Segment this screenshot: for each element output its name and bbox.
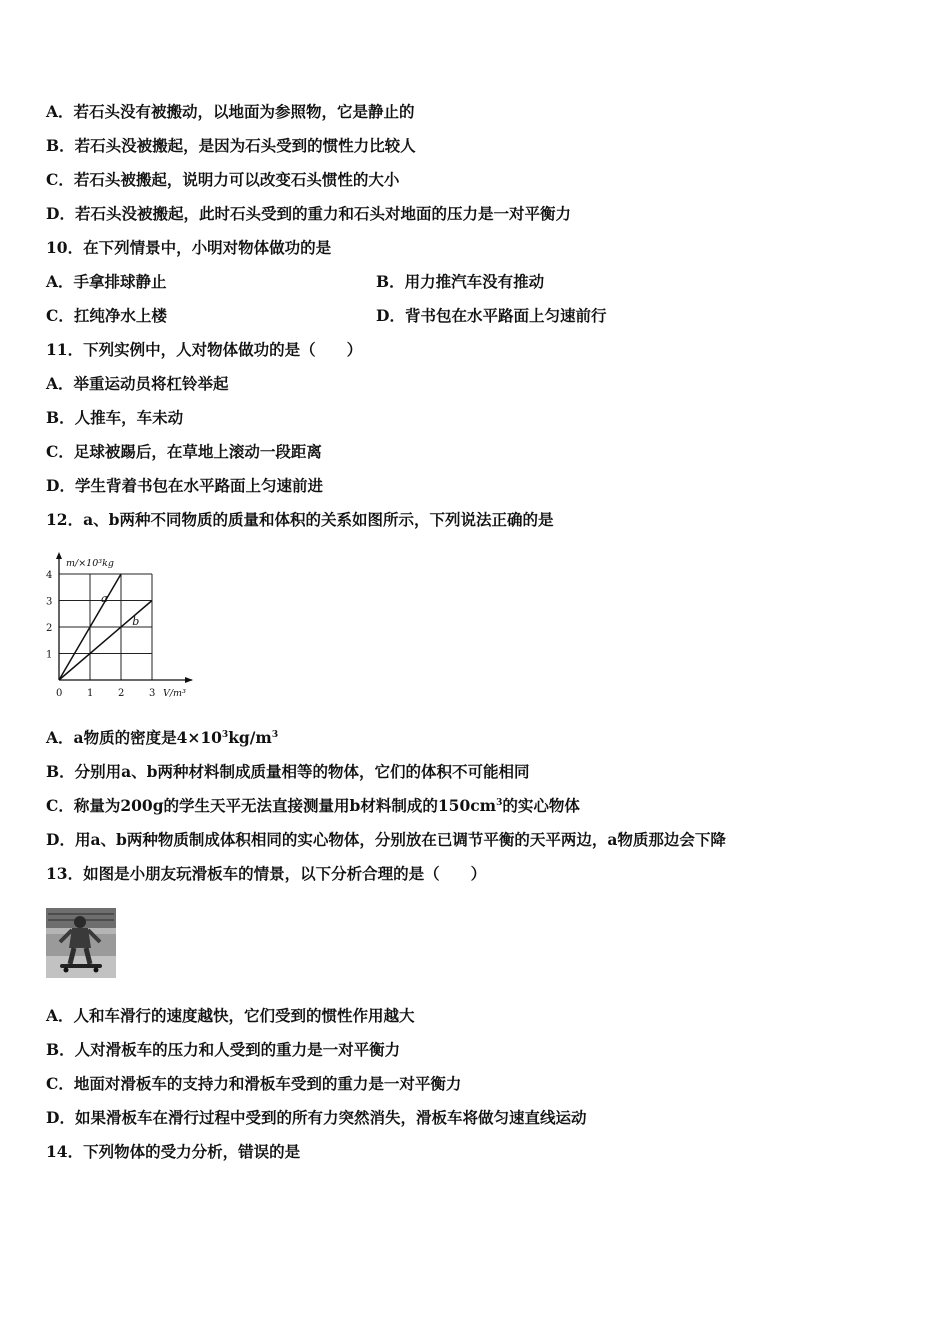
q13-stem: 13．如图是小朋友玩滑板车的情景，以下分析合理的是（ ） bbox=[46, 864, 487, 883]
mass-volume-graph bbox=[44, 548, 204, 706]
q10-stem: 10．在下列情景中，小明对物体做功的是 bbox=[46, 238, 332, 257]
y-tick-label: 3 bbox=[46, 596, 53, 608]
x-axis-label: V/m³ bbox=[163, 688, 186, 699]
q14-stem: 14．下列物体的受力分析，错误的是 bbox=[46, 1142, 301, 1161]
x-tick-label: 0 bbox=[56, 688, 63, 699]
q12-option-c-pre: C．称量为200g的学生天平无法直接测量用b材料制成的150cm bbox=[46, 796, 497, 815]
x-tick-label: 2 bbox=[118, 688, 125, 699]
q9-option-a: A．若石头没有被搬动，以地面为参照物，它是静止的 bbox=[46, 102, 415, 121]
series-b-label: b bbox=[132, 615, 140, 628]
q12-option-a-unit-exp: 3 bbox=[271, 729, 279, 740]
q13-option-c: C．地面对滑板车的支持力和滑板车受到的重力是一对平衡力 bbox=[46, 1074, 462, 1093]
y-tick-label: 2 bbox=[46, 623, 53, 634]
y-axis-label: m/×10³kg bbox=[66, 558, 114, 569]
q9-option-b: B．若石头没被搬起，是因为石头受到的惯性力比较人 bbox=[46, 136, 416, 155]
q11-option-a: A．举重运动员将杠铃举起 bbox=[46, 374, 229, 393]
q12-option-c bbox=[46, 796, 580, 816]
q13-option-a: A．人和车滑行的速度越快，它们受到的惯性作用越大 bbox=[46, 1006, 415, 1025]
q12-option-a bbox=[46, 728, 278, 748]
q9-option-d: D．若石头没被搬起，此时石头受到的重力和石头对地面的压力是一对平衡力 bbox=[46, 204, 571, 223]
skateboard-child-photo bbox=[46, 908, 116, 978]
series-a-label: a bbox=[101, 591, 108, 605]
q12-option-a-exp: 3 bbox=[221, 729, 229, 740]
q9-option-c: C．若石头被搬起，说明力可以改变石头惯性的大小 bbox=[46, 170, 400, 189]
q10-option-c: C．扛纯净水上楼 bbox=[46, 306, 167, 325]
y-tick-label: 1 bbox=[46, 649, 53, 661]
q11-stem: 11．下列实例中，人对物体做功的是（ ） bbox=[46, 340, 363, 359]
x-tick-label: 3 bbox=[149, 688, 156, 699]
series-b-line bbox=[59, 601, 152, 681]
q10-option-a: A．手拿排球静止 bbox=[46, 272, 167, 291]
q12-option-d: D．用a、b两种物质制成体积相同的实心物体，分别放在已调节平衡的天平两边，a物质那边会下降 bbox=[46, 830, 726, 849]
q12-option-c-exp: 3 bbox=[496, 797, 503, 808]
q12-stem: 12．a、b两种不同物质的质量和体积的关系如图所示，下列说法正确的是 bbox=[46, 510, 554, 529]
x-axis-arrow bbox=[185, 677, 193, 683]
x-tick-label: 1 bbox=[87, 688, 94, 699]
q12-option-c-post: 的实心物体 bbox=[502, 796, 580, 815]
q10-option-d: D．背书包在水平路面上匀速前行 bbox=[376, 306, 607, 325]
q12-option-a-post: kg/m bbox=[228, 728, 272, 747]
y-tick-label: 4 bbox=[46, 570, 53, 581]
q10-option-b: B．用力推汽车没有推动 bbox=[376, 272, 545, 291]
q11-option-d: D．学生背着书包在水平路面上匀速前进 bbox=[46, 476, 323, 495]
q12-option-b: B．分别用a、b两种材料制成质量相等的物体，它们的体积不可能相同 bbox=[46, 762, 530, 781]
q11-option-b: B．人推车，车未动 bbox=[46, 408, 184, 427]
q13-option-b: B．人对滑板车的压力和人受到的重力是一对平衡力 bbox=[46, 1040, 401, 1059]
q13-option-d: D．如果滑板车在滑行过程中受到的所有力突然消失，滑板车将做匀速直线运动 bbox=[46, 1108, 587, 1127]
y-axis-arrow bbox=[56, 552, 62, 559]
q11-option-c: C．足球被踢后，在草地上滚动一段距离 bbox=[46, 442, 322, 461]
q12-option-a-pre: A．a物质的密度是4×10 bbox=[46, 728, 222, 747]
